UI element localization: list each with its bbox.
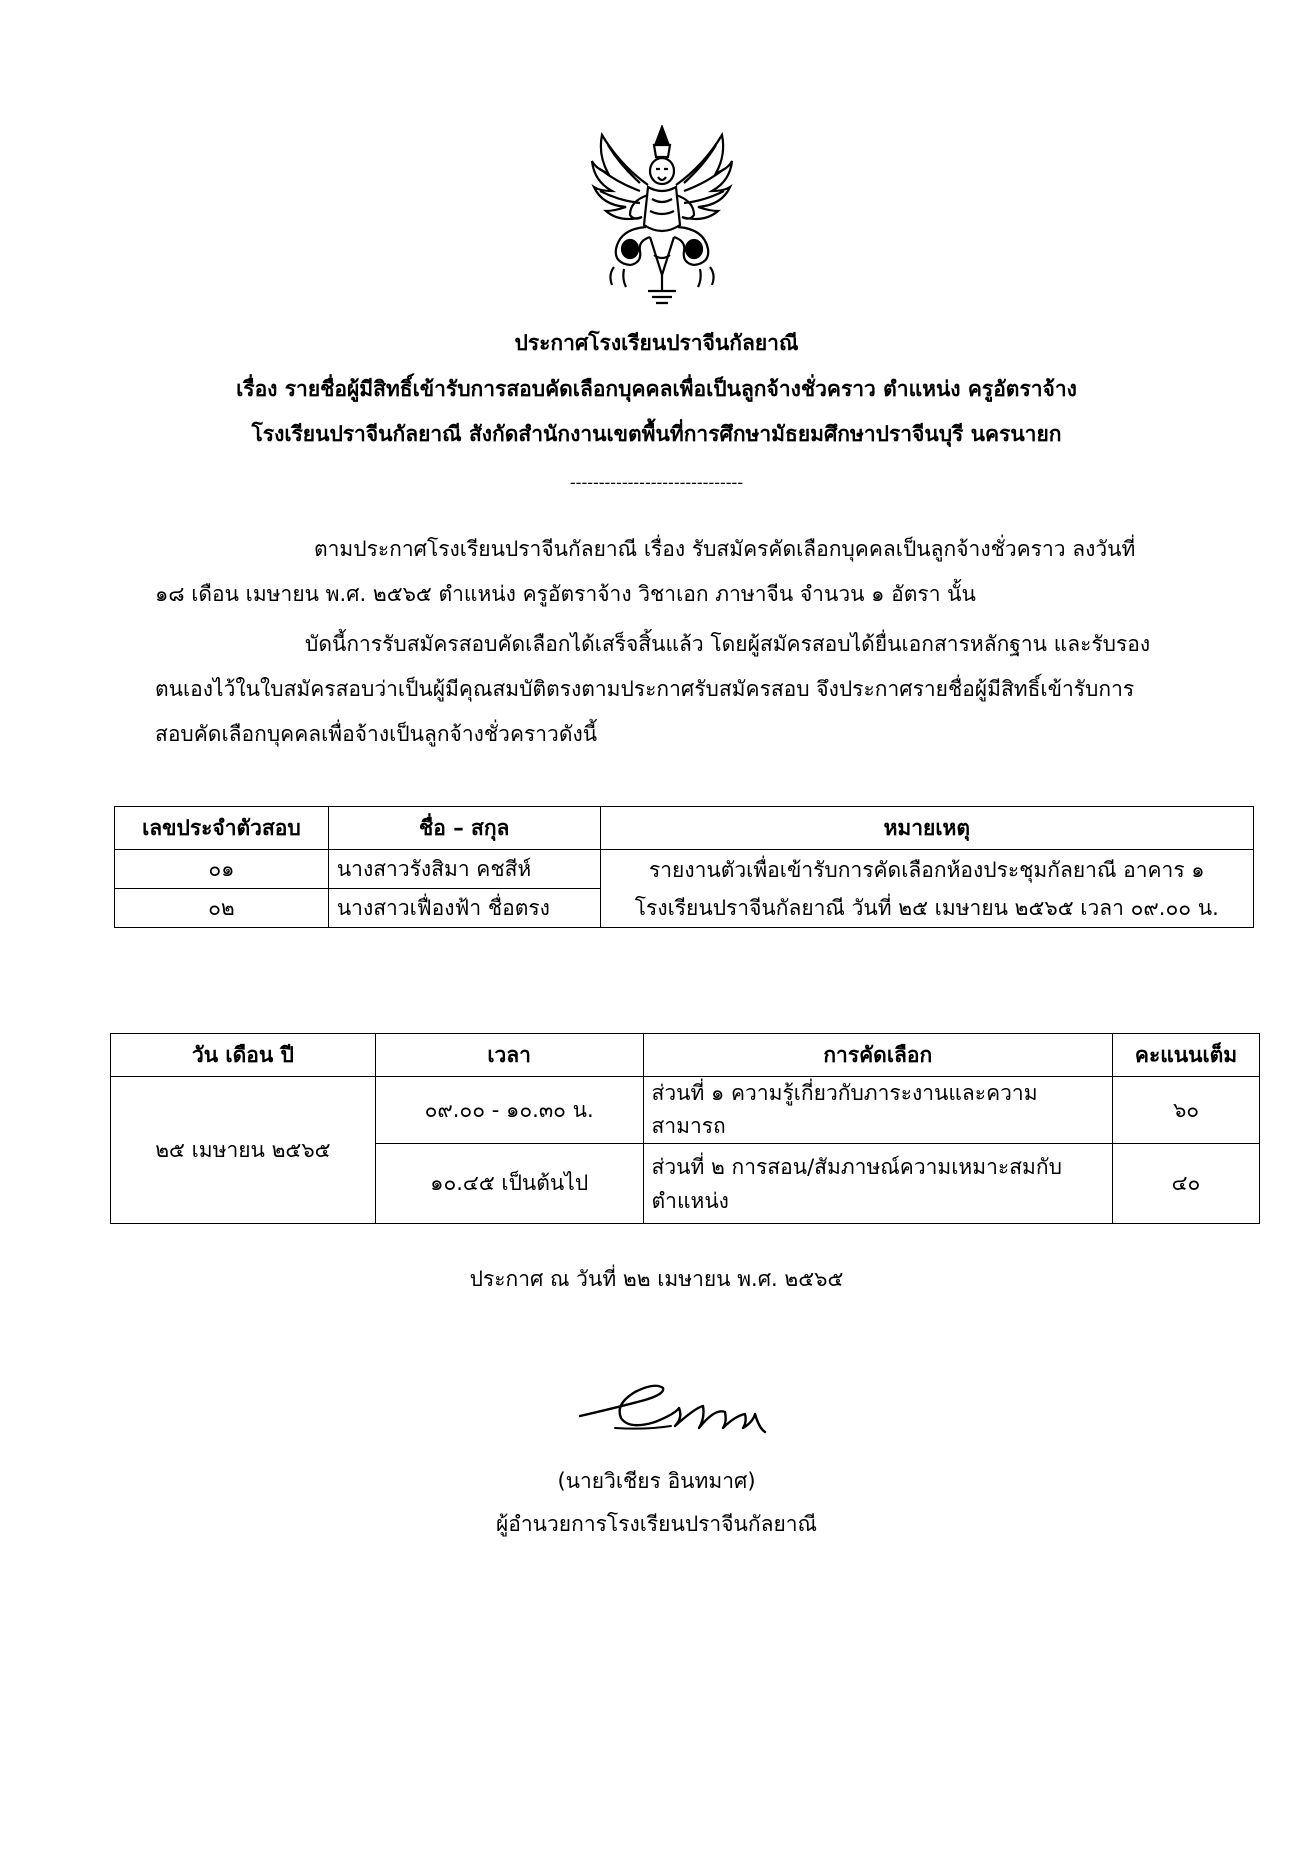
exam-id-cell: ๐๒	[115, 889, 329, 928]
remark-line-1: รายงานตัวเพื่อเข้ารับการคัดเลือกห้องประชุมกัลยาณี อาคาร ๑	[648, 857, 1205, 882]
selection-part-line-2: ตำแหน่ง	[651, 1188, 729, 1213]
paragraph-1-line-1: ตามประกาศโรงเรียนปราจีนกัลยาณี เรื่อง รับสมัครคัดเลือกบุคคลเป็นลูกจ้างชั่วคราว ลงวันที่	[314, 537, 1136, 561]
column-header-selection: การคัดเลือก	[643, 1034, 1113, 1077]
column-header-remark: หมายเหตุ	[600, 807, 1253, 850]
time-cell: ๐๙.๐๐ - ๑๐.๓๐ น.	[375, 1077, 643, 1144]
remark-line-2: โรงเรียนปราจีนกัลยาณี วันที่ ๒๕ เมษายน ๒๕๖๕ เวลา ๐๙.๐๐ น.	[634, 895, 1219, 920]
column-header-date: วัน เดือน ปี	[111, 1034, 376, 1077]
selection-part-cell	[643, 1144, 1113, 1224]
schedule-table	[110, 1033, 1260, 1224]
paragraph-1-line-2: ๑๘ เดือน เมษายน พ.ศ. ๒๕๖๕ ตำแหน่ง ครูอัตราจ้าง วิชาเอก ภาษาจีน จำนวน ๑ อัตรา นั้น	[155, 582, 976, 606]
table-row	[111, 1077, 1260, 1144]
score-cell: ๔๐	[1113, 1144, 1260, 1224]
time-cell: ๑๐.๔๕ เป็นต้นไป	[375, 1144, 643, 1224]
exam-date-cell: ๒๕ เมษายน ๒๕๖๕	[111, 1077, 376, 1224]
candidates-table	[114, 806, 1254, 928]
column-header-time: เวลา	[375, 1034, 643, 1077]
announce-date: ประกาศ ณ วันที่ ๒๒ เมษายน พ.ศ. ๒๕๖๕	[469, 1267, 844, 1291]
signer-position: ผู้อำนวยการโรงเรียนปราจีนกัลยาณี	[495, 1512, 818, 1536]
selection-part-cell: ส่วนที่ ๑ ความรู้เกี่ยวกับภาระงานและความสามารถ	[643, 1077, 1113, 1144]
exam-id-cell: ๐๑	[115, 850, 329, 889]
garuda-emblem-icon	[590, 125, 735, 305]
header-separator: ------------------------------	[569, 473, 744, 492]
column-header-exam-id: เลขประจำตัวสอบ	[115, 807, 329, 850]
column-header-full-score: คะแนนเต็ม	[1113, 1034, 1260, 1077]
paragraph-2-line-1: บัดนี้การรับสมัครสอบคัดเลือกได้เสร็จสิ้นแล้ว โดยผู้สมัครสอบได้ยื่นเอกสารหลักฐาน และรับรอง	[305, 632, 1151, 656]
selection-part-line-1: ส่วนที่ ๒ การสอน/สัมภาษณ์ความเหมาะสมกับ	[651, 1154, 1062, 1179]
announcement-subject: เรื่อง รายชื่อผู้มีสิทธิ์เข้ารับการสอบคัดเลือกบุคคลเพื่อเป็นลูกจ้างชั่วคราว ตำแหน่ง ครูอัตราจ้าง	[236, 377, 1077, 401]
announcement-title: ประกาศโรงเรียนปราจีนกัลยาณี	[514, 331, 799, 355]
table-header-row	[115, 807, 1254, 850]
score-cell: ๖๐	[1113, 1077, 1260, 1144]
announcement-school-line: โรงเรียนปราจีนกัลยาณี สังกัดสำนักงานเขตพื้นที่การศึกษามัธยมศึกษาปราจีนบุรี นครนายก	[251, 422, 1062, 446]
candidate-name-cell: นางสาวเฟื่องฟ้า ชื่อตรง	[328, 889, 600, 928]
candidate-name-cell: นางสาวรังสิมา คชสีห์	[328, 850, 600, 889]
remark-cell	[600, 850, 1253, 928]
table-row	[115, 850, 1254, 889]
table-header-row	[111, 1034, 1260, 1077]
signer-name: (นายวิเชียร อินทมาศ)	[557, 1469, 756, 1493]
signature-icon	[575, 1378, 790, 1438]
column-header-name: ชื่อ – สกุล	[328, 807, 600, 850]
paragraph-2-line-2: ตนเองไว้ในใบสมัครสอบว่าเป็นผู้มีคุณสมบัติตรงตามประกาศรับสมัครสอบ จึงประกาศรายชื่อผู้มีสิทธิ์เข้ารับการ	[155, 677, 1135, 701]
paragraph-2-line-3: สอบคัดเลือกบุคคลเพื่อจ้างเป็นลูกจ้างชั่วคราวดังนี้	[155, 722, 598, 746]
